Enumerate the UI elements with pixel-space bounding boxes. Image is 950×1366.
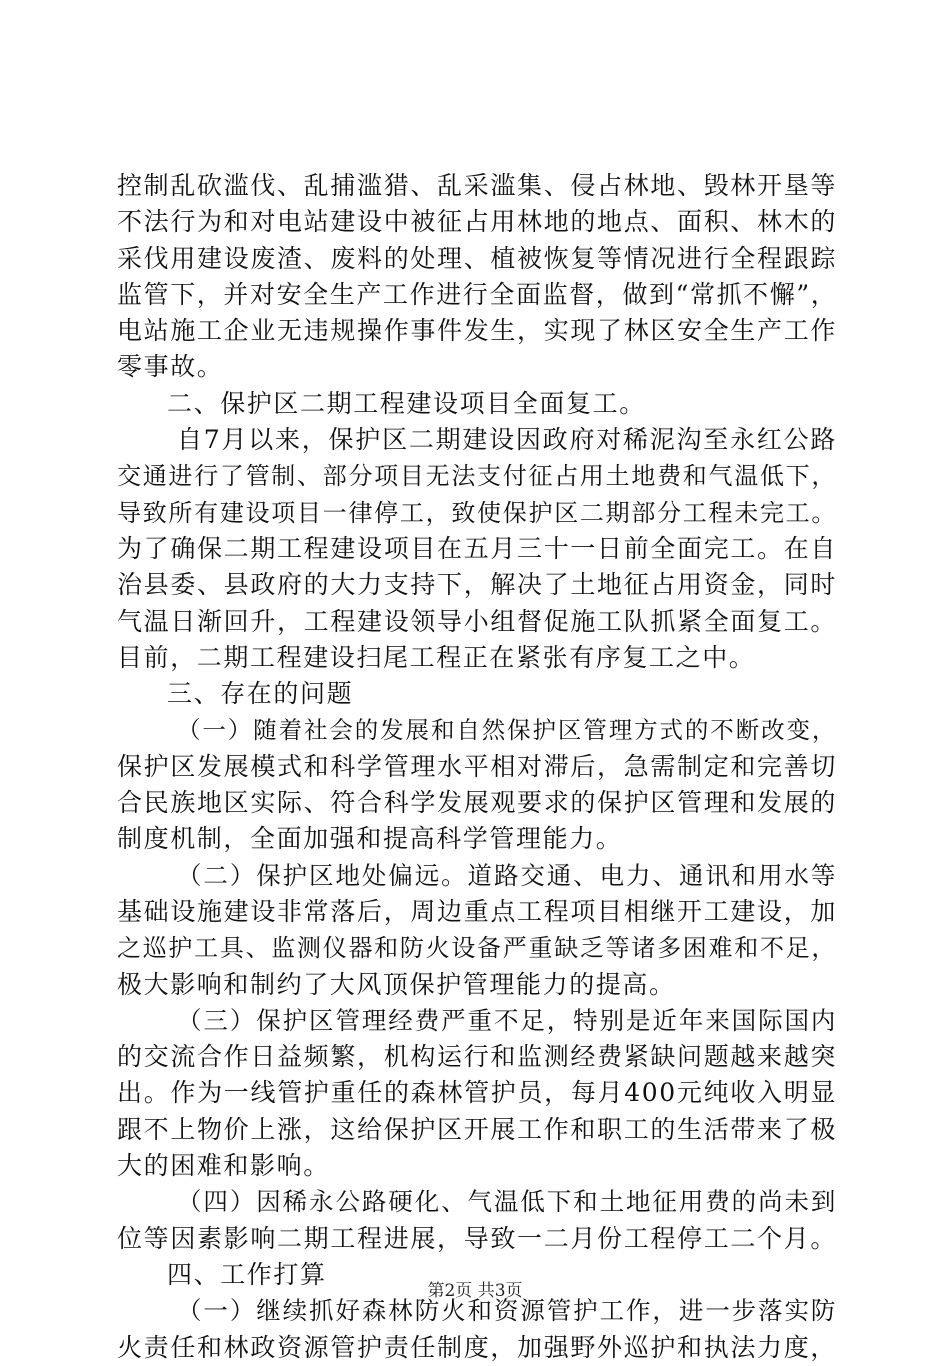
- text-line: 监管下，并对安全生产工作进行全面监督，做到“常抓不懈”，: [117, 279, 838, 309]
- text-line: 不法行为和对电站建设中被征占用林地的地点、面积、林木的: [117, 207, 837, 237]
- text-line: 自7月以来，保护区二期建设因政府对稀泥沟至永红公路: [177, 425, 837, 455]
- text-line: 的交流合作日益频繁，机构运行和监测经费紧缺问题越来越突: [117, 1042, 837, 1072]
- text-line: 控制乱砍滥伐、乱捕滥猎、乱采滥集、侵占林地、毁林开垦等: [117, 171, 837, 200]
- text-line: 之巡护工具、监测仪器和防火设备严重缺乏等诸多困难和不足，: [117, 934, 837, 963]
- text-line: 火责任和林政资源管护责任制度，加强野外巡护和执法力度，: [117, 1332, 837, 1362]
- text-line: （二）保护区地处偏远。道路交通、电力、通讯和用水等: [177, 860, 837, 890]
- text-line: 位等因素影响二期工程进展，导致一二月份工程停工二个月。: [117, 1223, 837, 1253]
- page-number: 第2页 共3页: [427, 1281, 523, 1301]
- text-line: 合民族地区实际、符合科学发展观要求的保护区管理和发展的: [117, 788, 837, 818]
- text-line: （三）保护区管理经费严重不足，特别是近年来国际国内: [177, 1005, 837, 1035]
- text-line: 出。作为一线管护重任的森林管护员，每月400元纯收入明显: [117, 1078, 837, 1108]
- text-line: 极大影响和制约了大风顶保护管理能力的提高。: [117, 969, 676, 999]
- text-line: 电站施工企业无违规操作事件发生，实现了林区安全生产工作: [117, 316, 837, 346]
- text-line: 基础设施建设非常落后，周边重点工程项目相继开工建设，加: [117, 896, 837, 926]
- text-line: （一）随着社会的发展和自然保护区管理方式的不断改变，: [177, 716, 837, 745]
- text-line: （四）因稀永公路硬化、气温低下和土地征用费的尚未到: [177, 1187, 837, 1217]
- text-line: 零事故。: [117, 352, 224, 382]
- text-line: 治县委、县政府的大力支持下，解决了土地征占用资金，同时: [117, 570, 837, 600]
- text-line: 大的困难和影响。: [117, 1151, 330, 1181]
- section-heading: 二、保护区二期工程建设项目全面复工。: [167, 388, 646, 418]
- document-body: [117, 168, 837, 1366]
- text-line: 导致所有建设项目一律停工，致使保护区二期部分工程未完工。: [117, 498, 837, 527]
- text-line: 为了确保二期工程建设项目在五月三十一日前全面完工。在自: [117, 533, 837, 563]
- section-heading: 三、存在的问题: [167, 679, 354, 709]
- text-line: 气温日渐回升，工程建设领导小组督促施工队抓紧全面复工。: [117, 606, 837, 636]
- text-line: 目前，二期工程建设扫尾工程正在紧张有序复工之中。: [117, 642, 756, 672]
- text-line: 采伐用建设废渣、废料的处理、植被恢复等情况进行全程跟踪: [117, 243, 837, 273]
- text-line: 交通进行了管制、部分项目无法支付征占用土地费和气温低下，: [117, 462, 837, 491]
- text-line: 制度机制，全面加强和提高科学管理能力。: [117, 824, 623, 854]
- text-line: （一）继续抓好森林防火和资源管护工作，进一步落实防: [177, 1296, 837, 1326]
- text-line: 跟不上物价上涨，这给保护区开展工作和职工的生活带来了极: [117, 1114, 837, 1144]
- section-heading: 四、工作打算: [167, 1259, 327, 1289]
- text-line: 保护区发展模式和科学管理水平相对滞后，急需制定和完善切: [117, 751, 837, 781]
